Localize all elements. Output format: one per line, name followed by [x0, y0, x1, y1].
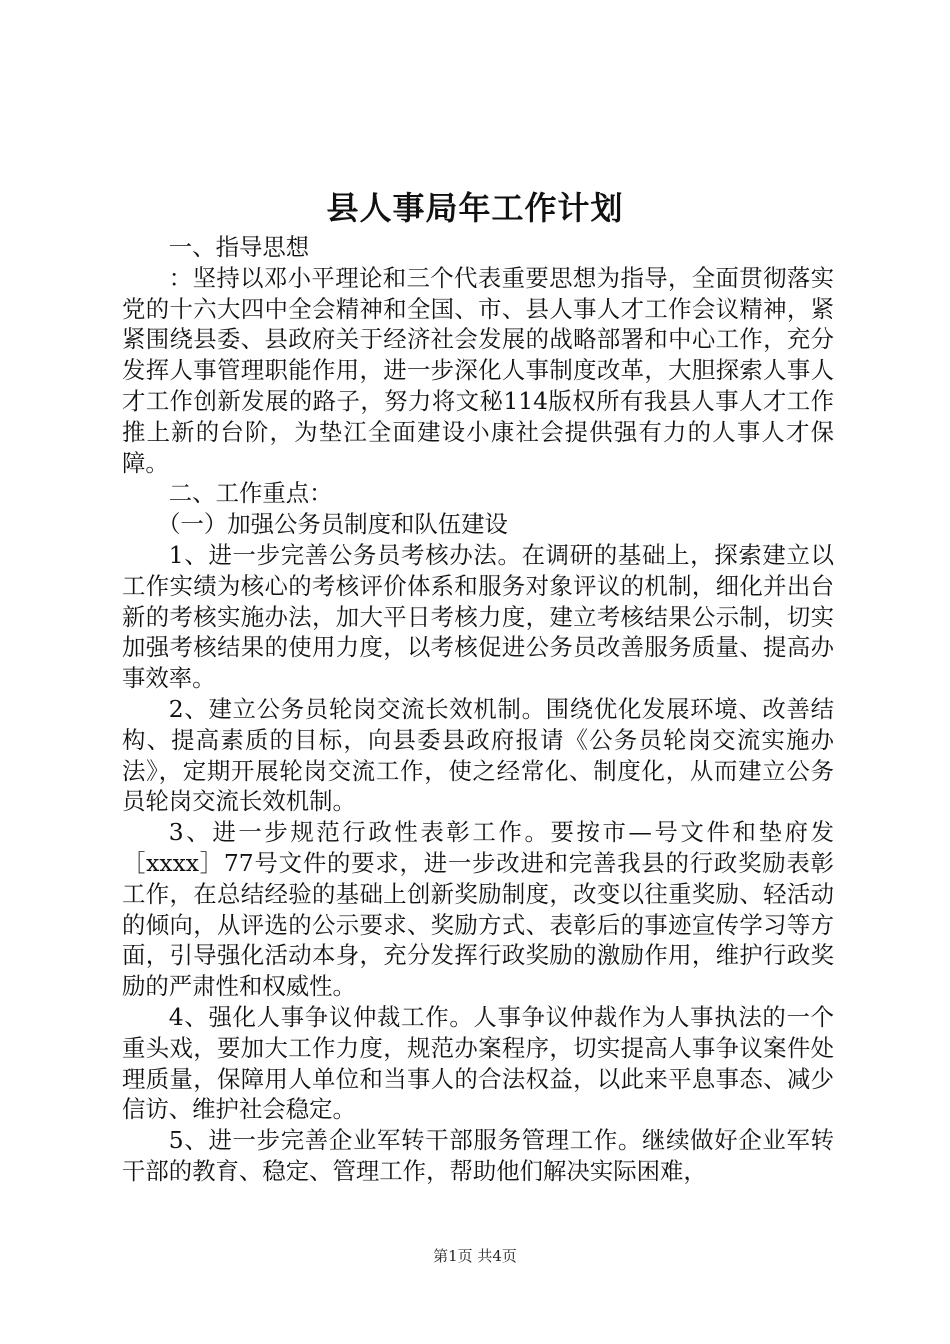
subsection-heading-civil-servants: （一）加强公务员制度和队伍建设 — [157, 510, 508, 539]
paragraph-item-5: 5、进一步完善企业军转干部服务管理工作。继续做好企业军转干部的教育、稳定、管理工作，帮助他们解决实际困难， — [122, 1126, 834, 1185]
page-footer: 第1页 共4页 — [433, 1247, 517, 1265]
section-heading-work-focus: 二、工作重点： — [168, 479, 333, 508]
paragraph-item-4: 4、强化人事争议仲裁工作。人事争议仲裁作为人事执法的一个重头戏，要加大工作力度，规范办案程序，切实提高人事争议案件处理质量，保障用人单位和当事人的合法权益，以此来平息事态、减少信访、维护社会稳定。 — [122, 1002, 834, 1124]
section-heading-guiding-ideology: 一、指导思想 — [168, 233, 310, 261]
paragraph-item-1: 1、进一步完善公务员考核办法。在调研的基础上，探索建立以工作实绩为核心的考核评价体系和服务对象评议的机制，细化并出台新的考核实施办法，加大平日考核力度，建立考核结果公示制，切实加强考核结果的使用力度，以考核促进公务员改善服务质量、提高办事效率。 — [122, 540, 834, 693]
paragraph-item-2: 2、建立公务员轮岗交流长效机制。围绕优化发展环境、改善结构、提高素质的目标，向县委县政府报请《公务员轮岗交流实施办法》，定期开展轮岗交流工作，使之经常化、制度化，从而建立公务员轮岗交流长效机制。 — [122, 694, 834, 816]
document-title: 县人事局年工作计划 — [326, 189, 624, 227]
paragraph-item-3: 3、进一步规范行政性表彰工作。要按市—号文件和垫府发［xxxx］77号文件的要求，进一步改进和完善我县的行政奖励表彰工作，在总结经验的基础上创新奖励制度，改变以往重奖励、轻活动的倾向，从评选的公示要求、奖励方式、表彰后的事迹宣传学习等方面，引导强化活动本身，充分发挥行政奖励的激励作用，维护行政奖励的严肃性和权威性。 — [122, 818, 834, 1001]
document-body — [122, 232, 834, 1187]
paragraph-guiding-ideology: ：坚持以邓小平理论和三个代表重要思想为指导，全面贯彻落实党的十六大四中全会精神和全国、市、县人事人才工作会议精神，紧紧围绕县委、县政府关于经济社会发展的战略部署和中心工作，充分发挥人事管理职能作用，进一步深化人事制度改革，大胆探索人事人才工作创新发展的路子，努力将文秘114版权所有我县人事人才工作推上新的台阶，为垫江全面建设小康社会提供强有力的人事人才保障。 — [122, 263, 834, 477]
